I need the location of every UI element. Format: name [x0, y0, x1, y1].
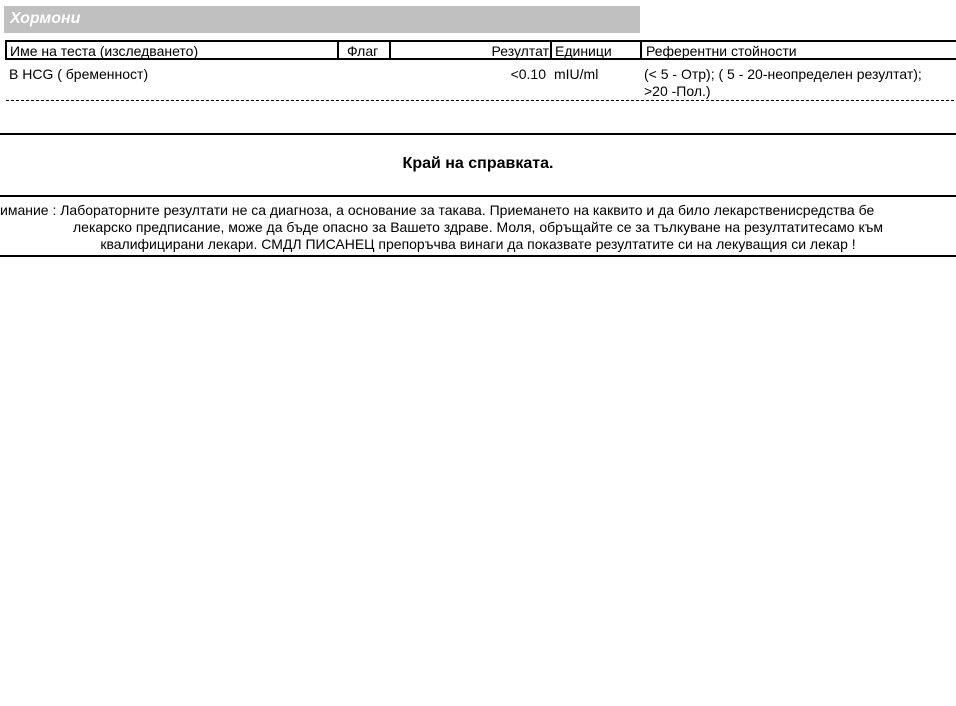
results-table-header: [5, 40, 956, 60]
disclaimer-line: имание : Лабораторните резултати не са диагноза, а основание за такава. Приемането на каквито и да било лекарственисредства бе: [0, 202, 875, 218]
result-cell: <0.10: [510, 66, 546, 82]
column-divider: [550, 42, 552, 58]
row-dashed-separator: [6, 100, 954, 101]
divider-line: [0, 255, 956, 257]
units-cell: mIU/ml: [554, 66, 599, 82]
column-divider: [337, 42, 339, 58]
column-header-flag: Флаг: [347, 43, 379, 59]
disclaimer-line: лекарско предписание, може да бъде опасно за Вашето здраве. Моля, обръщайте се за тълкуване на резултатитесамо към: [73, 219, 883, 235]
disclaimer-text: [0, 202, 956, 253]
column-header-reference: Референтни стойности: [646, 43, 797, 59]
divider-line: [0, 195, 956, 197]
reference-cell-line1: (< 5 - Отр); ( 5 - 20-неопределен резултат);: [644, 66, 922, 82]
section-header-bar: [4, 6, 640, 33]
divider-line: [0, 133, 956, 135]
test-name-cell: B HCG ( бременност): [9, 66, 149, 82]
column-divider: [640, 42, 642, 58]
section-title: Хормони: [10, 10, 81, 27]
column-header-test-name: Име на теста (изследването): [10, 43, 199, 59]
reference-cell-line2: >20 -Пол.): [644, 83, 711, 99]
end-of-report-title: Край на справката.: [402, 155, 554, 172]
column-header-units: Единици: [555, 43, 612, 59]
column-header-result: Резултат: [491, 43, 549, 59]
disclaimer-line: квалифицирани лекари. СМДЛ ПИСАНЕЦ препоръчва винаги да показвате резултатите си на лекуващия си лекар !: [100, 236, 856, 252]
